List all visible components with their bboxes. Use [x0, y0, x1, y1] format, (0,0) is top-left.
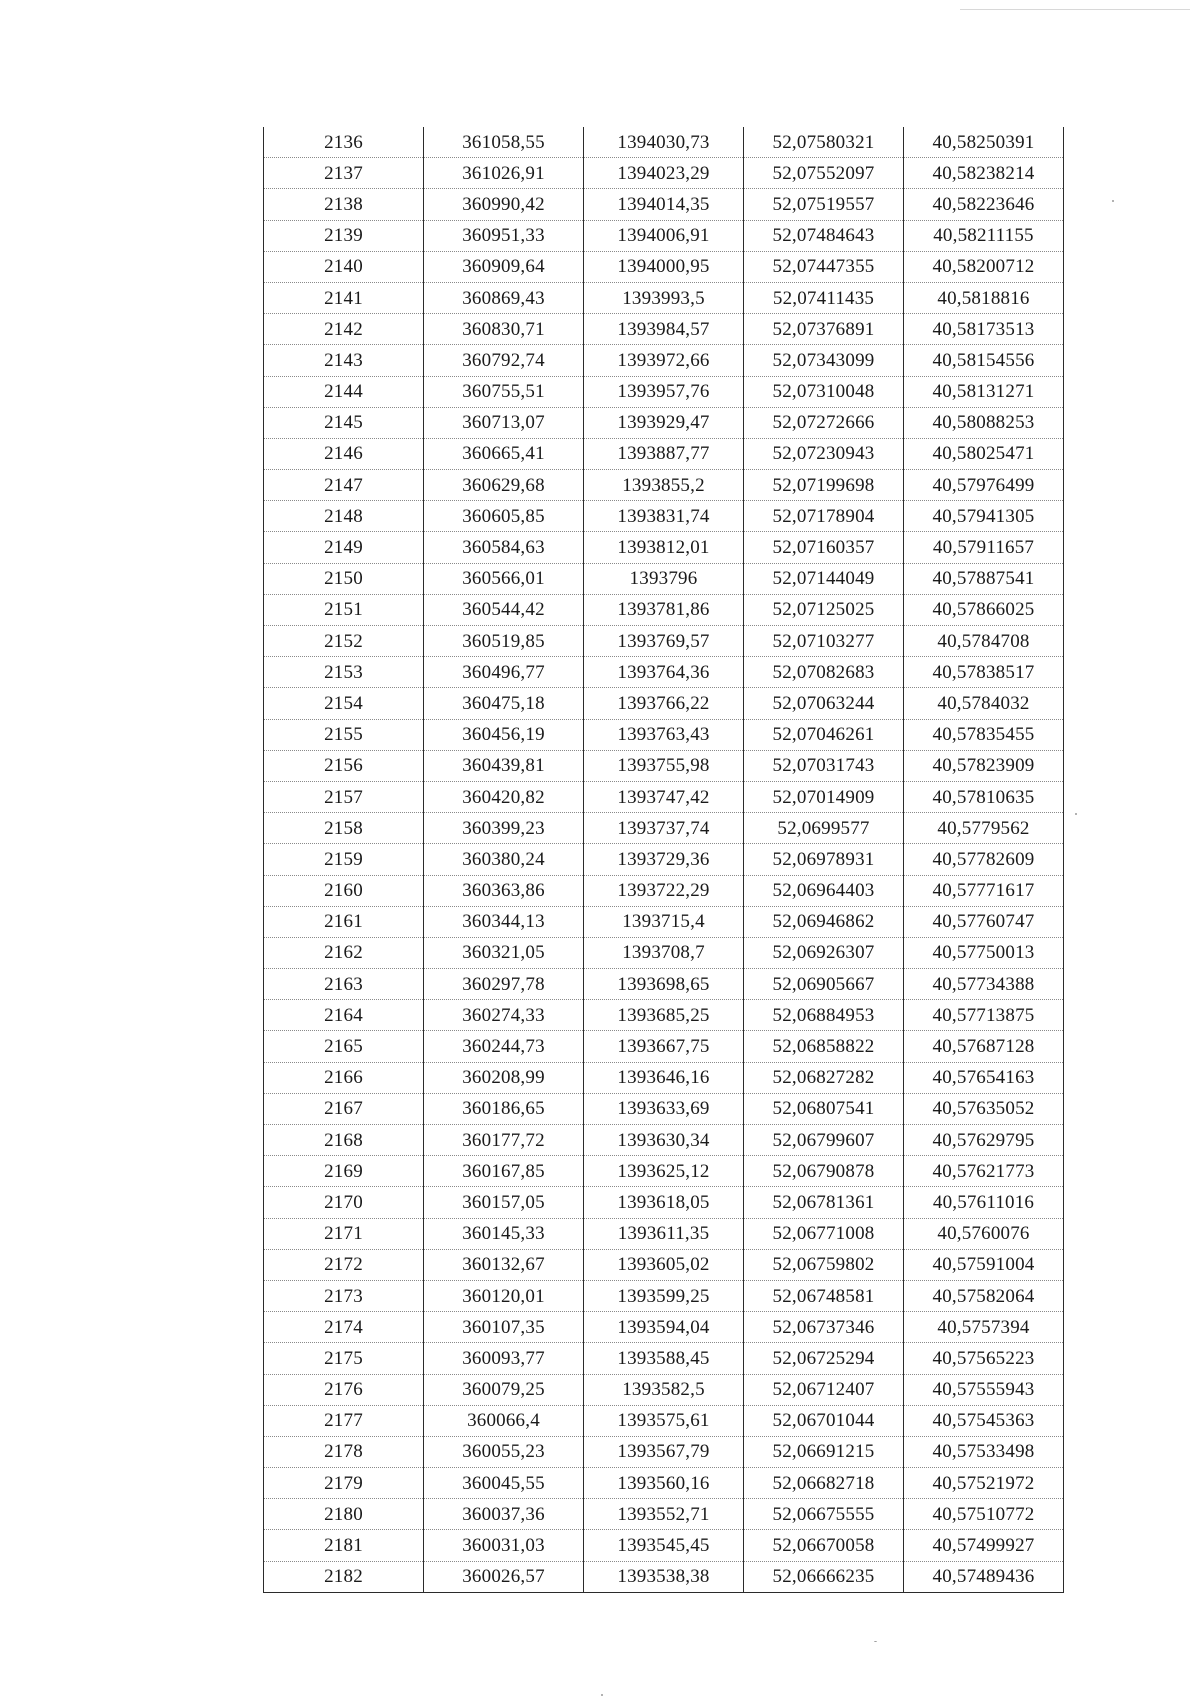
x-coordinate-cell: 360321,05 — [424, 937, 584, 968]
y-coordinate-cell: 1393708,7 — [584, 937, 744, 968]
table-row — [264, 158, 1064, 189]
x-coordinate-cell: 360869,43 — [424, 282, 584, 313]
longitude-cell: 40,58223646 — [904, 189, 1064, 220]
point-number-cell: 2154 — [264, 688, 424, 719]
table-row — [264, 345, 1064, 376]
y-coordinate-cell: 1393545,45 — [584, 1530, 744, 1561]
latitude-cell: 52,07178904 — [744, 501, 904, 532]
x-coordinate-cell: 360475,18 — [424, 688, 584, 719]
longitude-cell: 40,57750013 — [904, 937, 1064, 968]
x-coordinate-cell: 360107,35 — [424, 1312, 584, 1343]
point-number-cell: 2158 — [264, 813, 424, 844]
longitude-cell: 40,57621773 — [904, 1156, 1064, 1187]
point-number-cell: 2169 — [264, 1156, 424, 1187]
x-coordinate-cell: 360132,67 — [424, 1249, 584, 1280]
table-row — [264, 1000, 1064, 1031]
longitude-cell: 40,57713875 — [904, 1000, 1064, 1031]
longitude-cell: 40,57810635 — [904, 781, 1064, 812]
point-number-cell: 2140 — [264, 251, 424, 282]
point-number-cell: 2178 — [264, 1436, 424, 1467]
table-row — [264, 1187, 1064, 1218]
latitude-cell: 52,06799607 — [744, 1125, 904, 1156]
point-number-cell: 2148 — [264, 501, 424, 532]
longitude-cell: 40,5779562 — [904, 813, 1064, 844]
latitude-cell: 52,06884953 — [744, 1000, 904, 1031]
x-coordinate-cell: 360157,05 — [424, 1187, 584, 1218]
latitude-cell: 52,06666235 — [744, 1561, 904, 1592]
table-row — [264, 1125, 1064, 1156]
point-number-cell: 2182 — [264, 1561, 424, 1592]
x-coordinate-cell: 360544,42 — [424, 594, 584, 625]
y-coordinate-cell: 1393599,25 — [584, 1280, 744, 1311]
y-coordinate-cell: 1393755,98 — [584, 750, 744, 781]
y-coordinate-cell: 1393929,47 — [584, 407, 744, 438]
x-coordinate-cell: 360519,85 — [424, 626, 584, 657]
longitude-cell: 40,57887541 — [904, 563, 1064, 594]
y-coordinate-cell: 1393667,75 — [584, 1031, 744, 1062]
latitude-cell: 52,06737346 — [744, 1312, 904, 1343]
latitude-cell: 52,06691215 — [744, 1436, 904, 1467]
latitude-cell: 52,06725294 — [744, 1343, 904, 1374]
x-coordinate-cell: 361058,55 — [424, 127, 584, 158]
table-row — [264, 532, 1064, 563]
x-coordinate-cell: 360456,19 — [424, 719, 584, 750]
longitude-cell: 40,57635052 — [904, 1093, 1064, 1124]
latitude-cell: 52,06712407 — [744, 1374, 904, 1405]
x-coordinate-cell: 360990,42 — [424, 189, 584, 220]
table-row — [264, 719, 1064, 750]
table-row — [264, 407, 1064, 438]
y-coordinate-cell: 1393575,61 — [584, 1405, 744, 1436]
y-coordinate-cell: 1393766,22 — [584, 688, 744, 719]
y-coordinate-cell: 1394023,29 — [584, 158, 744, 189]
longitude-cell: 40,57565223 — [904, 1343, 1064, 1374]
x-coordinate-cell: 360145,33 — [424, 1218, 584, 1249]
x-coordinate-cell: 360363,86 — [424, 875, 584, 906]
table-row — [264, 376, 1064, 407]
point-number-cell: 2164 — [264, 1000, 424, 1031]
y-coordinate-cell: 1393722,29 — [584, 875, 744, 906]
point-number-cell: 2144 — [264, 376, 424, 407]
longitude-cell: 40,5760076 — [904, 1218, 1064, 1249]
y-coordinate-cell: 1393993,5 — [584, 282, 744, 313]
table-row — [264, 1062, 1064, 1093]
table-row — [264, 1561, 1064, 1592]
point-number-cell: 2146 — [264, 438, 424, 469]
latitude-cell: 52,07082683 — [744, 657, 904, 688]
table-row — [264, 470, 1064, 501]
y-coordinate-cell: 1393737,74 — [584, 813, 744, 844]
table-row — [264, 688, 1064, 719]
y-coordinate-cell: 1393984,57 — [584, 314, 744, 345]
point-number-cell: 2136 — [264, 127, 424, 158]
point-number-cell: 2142 — [264, 314, 424, 345]
x-coordinate-cell: 360297,78 — [424, 969, 584, 1000]
table-row — [264, 1156, 1064, 1187]
latitude-cell: 52,06807541 — [744, 1093, 904, 1124]
longitude-cell: 40,58025471 — [904, 438, 1064, 469]
y-coordinate-cell: 1393796 — [584, 563, 744, 594]
latitude-cell: 52,06748581 — [744, 1280, 904, 1311]
coordinates-table — [263, 127, 1064, 1593]
table-row — [264, 127, 1064, 158]
table-row — [264, 1031, 1064, 1062]
table-row — [264, 813, 1064, 844]
longitude-cell: 40,5818816 — [904, 282, 1064, 313]
x-coordinate-cell: 360274,33 — [424, 1000, 584, 1031]
x-coordinate-cell: 360792,74 — [424, 345, 584, 376]
longitude-cell: 40,57499927 — [904, 1530, 1064, 1561]
y-coordinate-cell: 1393972,66 — [584, 345, 744, 376]
longitude-cell: 40,58154556 — [904, 345, 1064, 376]
x-coordinate-cell: 360120,01 — [424, 1280, 584, 1311]
longitude-cell: 40,57510772 — [904, 1499, 1064, 1530]
table-row — [264, 1312, 1064, 1343]
table-row — [264, 1499, 1064, 1530]
x-coordinate-cell: 360045,55 — [424, 1468, 584, 1499]
x-coordinate-cell: 360830,71 — [424, 314, 584, 345]
longitude-cell: 40,57838517 — [904, 657, 1064, 688]
table-row — [264, 189, 1064, 220]
longitude-cell: 40,57782609 — [904, 844, 1064, 875]
latitude-cell: 52,06790878 — [744, 1156, 904, 1187]
longitude-cell: 40,57823909 — [904, 750, 1064, 781]
longitude-cell: 40,5757394 — [904, 1312, 1064, 1343]
x-coordinate-cell: 360177,72 — [424, 1125, 584, 1156]
y-coordinate-cell: 1393633,69 — [584, 1093, 744, 1124]
table-row — [264, 1374, 1064, 1405]
point-number-cell: 2153 — [264, 657, 424, 688]
point-number-cell: 2143 — [264, 345, 424, 376]
y-coordinate-cell: 1393588,45 — [584, 1343, 744, 1374]
longitude-cell: 40,57911657 — [904, 532, 1064, 563]
table-row — [264, 657, 1064, 688]
x-coordinate-cell: 360208,99 — [424, 1062, 584, 1093]
scan-artifact-line — [960, 9, 1190, 10]
point-number-cell: 2138 — [264, 189, 424, 220]
point-number-cell: 2179 — [264, 1468, 424, 1499]
latitude-cell: 52,07272666 — [744, 407, 904, 438]
y-coordinate-cell: 1393763,43 — [584, 719, 744, 750]
point-number-cell: 2165 — [264, 1031, 424, 1062]
longitude-cell: 40,58238214 — [904, 158, 1064, 189]
point-number-cell: 2155 — [264, 719, 424, 750]
y-coordinate-cell: 1393729,36 — [584, 844, 744, 875]
table-row — [264, 220, 1064, 251]
x-coordinate-cell: 360755,51 — [424, 376, 584, 407]
point-number-cell: 2151 — [264, 594, 424, 625]
y-coordinate-cell: 1393630,34 — [584, 1125, 744, 1156]
point-number-cell: 2161 — [264, 906, 424, 937]
x-coordinate-cell: 360629,68 — [424, 470, 584, 501]
point-number-cell: 2172 — [264, 1249, 424, 1280]
x-coordinate-cell: 360399,23 — [424, 813, 584, 844]
latitude-cell: 52,07014909 — [744, 781, 904, 812]
x-coordinate-cell: 361026,91 — [424, 158, 584, 189]
table-row — [264, 282, 1064, 313]
x-coordinate-cell: 360584,63 — [424, 532, 584, 563]
scan-speck — [874, 1641, 877, 1642]
y-coordinate-cell: 1393747,42 — [584, 781, 744, 812]
longitude-cell: 40,57771617 — [904, 875, 1064, 906]
y-coordinate-cell: 1393781,86 — [584, 594, 744, 625]
y-coordinate-cell: 1393685,25 — [584, 1000, 744, 1031]
point-number-cell: 2147 — [264, 470, 424, 501]
y-coordinate-cell: 1393552,71 — [584, 1499, 744, 1530]
latitude-cell: 52,07063244 — [744, 688, 904, 719]
y-coordinate-cell: 1393769,57 — [584, 626, 744, 657]
latitude-cell: 52,07310048 — [744, 376, 904, 407]
longitude-cell: 40,58131271 — [904, 376, 1064, 407]
x-coordinate-cell: 360186,65 — [424, 1093, 584, 1124]
longitude-cell: 40,5784032 — [904, 688, 1064, 719]
longitude-cell: 40,58088253 — [904, 407, 1064, 438]
longitude-cell: 40,57941305 — [904, 501, 1064, 532]
longitude-cell: 40,57611016 — [904, 1187, 1064, 1218]
scan-speck — [601, 1694, 603, 1696]
y-coordinate-cell: 1394006,91 — [584, 220, 744, 251]
point-number-cell: 2152 — [264, 626, 424, 657]
longitude-cell: 40,57687128 — [904, 1031, 1064, 1062]
longitude-cell: 40,57629795 — [904, 1125, 1064, 1156]
x-coordinate-cell: 360031,03 — [424, 1530, 584, 1561]
y-coordinate-cell: 1393618,05 — [584, 1187, 744, 1218]
latitude-cell: 52,07144049 — [744, 563, 904, 594]
point-number-cell: 2176 — [264, 1374, 424, 1405]
longitude-cell: 40,57591004 — [904, 1249, 1064, 1280]
y-coordinate-cell: 1394030,73 — [584, 127, 744, 158]
y-coordinate-cell: 1393646,16 — [584, 1062, 744, 1093]
point-number-cell: 2163 — [264, 969, 424, 1000]
longitude-cell: 40,57555943 — [904, 1374, 1064, 1405]
longitude-cell: 40,58250391 — [904, 127, 1064, 158]
table-row — [264, 750, 1064, 781]
point-number-cell: 2150 — [264, 563, 424, 594]
point-number-cell: 2174 — [264, 1312, 424, 1343]
latitude-cell: 52,07484643 — [744, 220, 904, 251]
longitude-cell: 40,57545363 — [904, 1405, 1064, 1436]
y-coordinate-cell: 1393594,04 — [584, 1312, 744, 1343]
point-number-cell: 2145 — [264, 407, 424, 438]
latitude-cell: 52,07519557 — [744, 189, 904, 220]
y-coordinate-cell: 1393764,36 — [584, 657, 744, 688]
y-coordinate-cell: 1393605,02 — [584, 1249, 744, 1280]
x-coordinate-cell: 360605,85 — [424, 501, 584, 532]
y-coordinate-cell: 1394000,95 — [584, 251, 744, 282]
x-coordinate-cell: 360026,57 — [424, 1561, 584, 1592]
longitude-cell: 40,57521972 — [904, 1468, 1064, 1499]
point-number-cell: 2168 — [264, 1125, 424, 1156]
latitude-cell: 52,0699577 — [744, 813, 904, 844]
latitude-cell: 52,07411435 — [744, 282, 904, 313]
longitude-cell: 40,58200712 — [904, 251, 1064, 282]
latitude-cell: 52,07343099 — [744, 345, 904, 376]
latitude-cell: 52,06926307 — [744, 937, 904, 968]
point-number-cell: 2173 — [264, 1280, 424, 1311]
table-row — [264, 438, 1064, 469]
point-number-cell: 2170 — [264, 1187, 424, 1218]
latitude-cell: 52,06771008 — [744, 1218, 904, 1249]
latitude-cell: 52,06827282 — [744, 1062, 904, 1093]
latitude-cell: 52,06905667 — [744, 969, 904, 1000]
y-coordinate-cell: 1393715,4 — [584, 906, 744, 937]
scan-speck — [1075, 813, 1077, 815]
latitude-cell: 52,07447355 — [744, 251, 904, 282]
x-coordinate-cell: 360079,25 — [424, 1374, 584, 1405]
longitude-cell: 40,57582064 — [904, 1280, 1064, 1311]
point-number-cell: 2137 — [264, 158, 424, 189]
table-row — [264, 1436, 1064, 1467]
longitude-cell: 40,5784708 — [904, 626, 1064, 657]
table-row — [264, 1249, 1064, 1280]
point-number-cell: 2167 — [264, 1093, 424, 1124]
latitude-cell: 52,07103277 — [744, 626, 904, 657]
x-coordinate-cell: 360167,85 — [424, 1156, 584, 1187]
x-coordinate-cell: 360244,73 — [424, 1031, 584, 1062]
table-row — [264, 1530, 1064, 1561]
table-row — [264, 781, 1064, 812]
y-coordinate-cell: 1393855,2 — [584, 470, 744, 501]
point-number-cell: 2160 — [264, 875, 424, 906]
longitude-cell: 40,57654163 — [904, 1062, 1064, 1093]
longitude-cell: 40,57734388 — [904, 969, 1064, 1000]
longitude-cell: 40,57533498 — [904, 1436, 1064, 1467]
y-coordinate-cell: 1394014,35 — [584, 189, 744, 220]
latitude-cell: 52,07580321 — [744, 127, 904, 158]
point-number-cell: 2177 — [264, 1405, 424, 1436]
table-row — [264, 1218, 1064, 1249]
y-coordinate-cell: 1393887,77 — [584, 438, 744, 469]
latitude-cell: 52,07160357 — [744, 532, 904, 563]
latitude-cell: 52,07046261 — [744, 719, 904, 750]
table-row — [264, 1093, 1064, 1124]
y-coordinate-cell: 1393560,16 — [584, 1468, 744, 1499]
latitude-cell: 52,06682718 — [744, 1468, 904, 1499]
x-coordinate-cell: 360713,07 — [424, 407, 584, 438]
x-coordinate-cell: 360665,41 — [424, 438, 584, 469]
latitude-cell: 52,06701044 — [744, 1405, 904, 1436]
x-coordinate-cell: 360420,82 — [424, 781, 584, 812]
x-coordinate-cell: 360380,24 — [424, 844, 584, 875]
x-coordinate-cell: 360951,33 — [424, 220, 584, 251]
x-coordinate-cell: 360439,81 — [424, 750, 584, 781]
longitude-cell: 40,57489436 — [904, 1561, 1064, 1592]
x-coordinate-cell: 360496,77 — [424, 657, 584, 688]
latitude-cell: 52,06675555 — [744, 1499, 904, 1530]
y-coordinate-cell: 1393625,12 — [584, 1156, 744, 1187]
point-number-cell: 2149 — [264, 532, 424, 563]
point-number-cell: 2159 — [264, 844, 424, 875]
point-number-cell: 2180 — [264, 1499, 424, 1530]
latitude-cell: 52,07230943 — [744, 438, 904, 469]
y-coordinate-cell: 1393957,76 — [584, 376, 744, 407]
point-number-cell: 2139 — [264, 220, 424, 251]
x-coordinate-cell: 360037,36 — [424, 1499, 584, 1530]
latitude-cell: 52,07376891 — [744, 314, 904, 345]
x-coordinate-cell: 360055,23 — [424, 1436, 584, 1467]
table-row — [264, 937, 1064, 968]
table-row — [264, 251, 1064, 282]
table-row — [264, 875, 1064, 906]
latitude-cell: 52,06978931 — [744, 844, 904, 875]
latitude-cell: 52,06964403 — [744, 875, 904, 906]
y-coordinate-cell: 1393538,38 — [584, 1561, 744, 1592]
table-row — [264, 594, 1064, 625]
point-number-cell: 2141 — [264, 282, 424, 313]
table-row — [264, 626, 1064, 657]
longitude-cell: 40,58211155 — [904, 220, 1064, 251]
latitude-cell: 52,06759802 — [744, 1249, 904, 1280]
latitude-cell: 52,07552097 — [744, 158, 904, 189]
latitude-cell: 52,06858822 — [744, 1031, 904, 1062]
latitude-cell: 52,07031743 — [744, 750, 904, 781]
y-coordinate-cell: 1393582,5 — [584, 1374, 744, 1405]
y-coordinate-cell: 1393831,74 — [584, 501, 744, 532]
y-coordinate-cell: 1393611,35 — [584, 1218, 744, 1249]
latitude-cell: 52,06781361 — [744, 1187, 904, 1218]
point-number-cell: 2181 — [264, 1530, 424, 1561]
x-coordinate-cell: 360093,77 — [424, 1343, 584, 1374]
table-row — [264, 1468, 1064, 1499]
longitude-cell: 40,57976499 — [904, 470, 1064, 501]
point-number-cell: 2162 — [264, 937, 424, 968]
point-number-cell: 2166 — [264, 1062, 424, 1093]
table-row — [264, 844, 1064, 875]
y-coordinate-cell: 1393812,01 — [584, 532, 744, 563]
y-coordinate-cell: 1393567,79 — [584, 1436, 744, 1467]
table-row — [264, 563, 1064, 594]
table-row — [264, 1343, 1064, 1374]
longitude-cell: 40,57760747 — [904, 906, 1064, 937]
table-row — [264, 1405, 1064, 1436]
x-coordinate-cell: 360344,13 — [424, 906, 584, 937]
table-row — [264, 906, 1064, 937]
latitude-cell: 52,07125025 — [744, 594, 904, 625]
point-number-cell: 2171 — [264, 1218, 424, 1249]
table-row — [264, 314, 1064, 345]
coordinates-table-body — [264, 127, 1064, 1592]
table-row — [264, 969, 1064, 1000]
y-coordinate-cell: 1393698,65 — [584, 969, 744, 1000]
x-coordinate-cell: 360566,01 — [424, 563, 584, 594]
longitude-cell: 40,57866025 — [904, 594, 1064, 625]
latitude-cell: 52,06670058 — [744, 1530, 904, 1561]
point-number-cell: 2157 — [264, 781, 424, 812]
x-coordinate-cell: 360066,4 — [424, 1405, 584, 1436]
scan-speck — [1112, 200, 1114, 202]
latitude-cell: 52,07199698 — [744, 470, 904, 501]
longitude-cell: 40,58173513 — [904, 314, 1064, 345]
x-coordinate-cell: 360909,64 — [424, 251, 584, 282]
point-number-cell: 2156 — [264, 750, 424, 781]
latitude-cell: 52,06946862 — [744, 906, 904, 937]
point-number-cell: 2175 — [264, 1343, 424, 1374]
longitude-cell: 40,57835455 — [904, 719, 1064, 750]
table-row — [264, 1280, 1064, 1311]
table-row — [264, 501, 1064, 532]
